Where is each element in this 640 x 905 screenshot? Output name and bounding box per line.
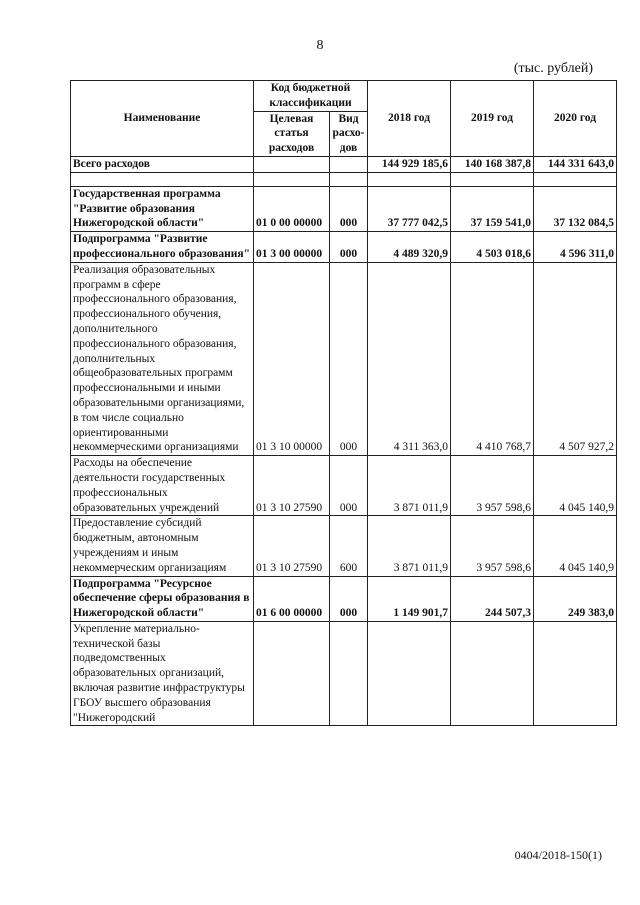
row-code (254, 156, 330, 172)
row-kind: 600 (330, 516, 368, 576)
row-2019: 3 957 598,6 (451, 456, 534, 516)
row-2018: 37 777 042,5 (368, 186, 451, 231)
row-2020: 37 132 084,5 (534, 186, 617, 231)
row-2018: 3 871 011,9 (368, 456, 451, 516)
row-code: 01 6 00 00000 (254, 576, 330, 621)
row-name: Расходы на обеспечение деятельности государственных профессиональных образовательных учреждений (71, 456, 254, 516)
row-2018: 1 149 901,7 (368, 576, 451, 621)
row-2019: 37 159 541,0 (451, 186, 534, 231)
header-name: Наименование (71, 81, 254, 157)
header-2018: 2018 год (368, 81, 451, 157)
row-name: Укрепление материально-технической базы подведомственных образовательных организаций, включая развитие инфраструктуры ГБОУ высшего образования "Нижегородский (71, 621, 254, 726)
row-2018: 3 871 011,9 (368, 516, 451, 576)
page-number: 8 (316, 38, 324, 53)
table-row (71, 456, 617, 516)
row-name: Государственная программа "Развитие образования Нижегородской области" (71, 186, 254, 231)
header-target-article: Целевая статья расходов (254, 111, 330, 156)
row-kind: 000 (330, 232, 368, 263)
row-2018: 4 489 320,9 (368, 232, 451, 263)
row-2019: 3 957 598,6 (451, 516, 534, 576)
table-row (71, 172, 617, 186)
table-row (71, 262, 617, 455)
row-2020: 249 383,0 (534, 576, 617, 621)
row-name: Реализация образовательных программ в сфере профессионального образования, профессионального обучения, дополнительного профессионального образования, дополнительных общеобразовательных программ профессиональными и иными образовательными организациями, в том числе социально ориентированными некоммерческими организациями (71, 262, 254, 455)
header-expense-kind: Вид расхо-дов (330, 111, 368, 156)
row-2020: 144 331 643,0 (534, 156, 617, 172)
row-2018 (368, 621, 451, 726)
row-code: 01 3 10 00000 (254, 262, 330, 455)
budget-table (70, 80, 617, 726)
table-row (71, 621, 617, 726)
row-kind: 000 (330, 456, 368, 516)
row-kind: 000 (330, 186, 368, 231)
table-row (71, 232, 617, 263)
table-row (71, 156, 617, 172)
row-2018: 144 929 185,6 (368, 156, 451, 172)
row-name: Всего расходов (71, 156, 254, 172)
row-code (254, 621, 330, 726)
row-2019: 4 503 018,6 (451, 232, 534, 263)
row-2018 (368, 172, 451, 186)
row-2020: 4 507 927,2 (534, 262, 617, 455)
row-2020: 4 045 140,9 (534, 456, 617, 516)
row-code: 01 3 10 27590 (254, 516, 330, 576)
header-2020: 2020 год (534, 81, 617, 157)
row-2019 (451, 621, 534, 726)
row-code (254, 172, 330, 186)
table-row (71, 186, 617, 231)
header-2019: 2019 год (451, 81, 534, 157)
row-2019: 4 410 768,7 (451, 262, 534, 455)
row-name: Предоставление субсидий бюджетным, автономным учреждениям и иным некоммерческим организациям (71, 516, 254, 576)
row-kind: 000 (330, 262, 368, 455)
row-2020 (534, 172, 617, 186)
row-kind: 000 (330, 576, 368, 621)
row-name (71, 172, 254, 186)
table-row (71, 516, 617, 576)
row-2019 (451, 172, 534, 186)
row-2019: 244 507,3 (451, 576, 534, 621)
row-2020: 4 596 311,0 (534, 232, 617, 263)
row-kind (330, 156, 368, 172)
row-2019: 140 168 387,8 (451, 156, 534, 172)
row-code: 01 3 10 27590 (254, 456, 330, 516)
row-kind (330, 172, 368, 186)
row-name: Подпрограмма "Развитие профессионального образования" (71, 232, 254, 263)
row-2020: 4 045 140,9 (534, 516, 617, 576)
row-2018: 4 311 363,0 (368, 262, 451, 455)
row-code: 01 3 00 00000 (254, 232, 330, 263)
row-2020 (534, 621, 617, 726)
row-name: Подпрограмма "Ресурсное обеспечение сферы образования в Нижегородской области" (71, 576, 254, 621)
units-label: (тыс. рублей) (513, 61, 593, 76)
header-budget-code: Код бюджетной классификации (254, 81, 368, 112)
row-code: 01 0 00 00000 (254, 186, 330, 231)
table-row (71, 576, 617, 621)
document-code: 0404/2018-150(1) (514, 848, 602, 862)
row-kind (330, 621, 368, 726)
